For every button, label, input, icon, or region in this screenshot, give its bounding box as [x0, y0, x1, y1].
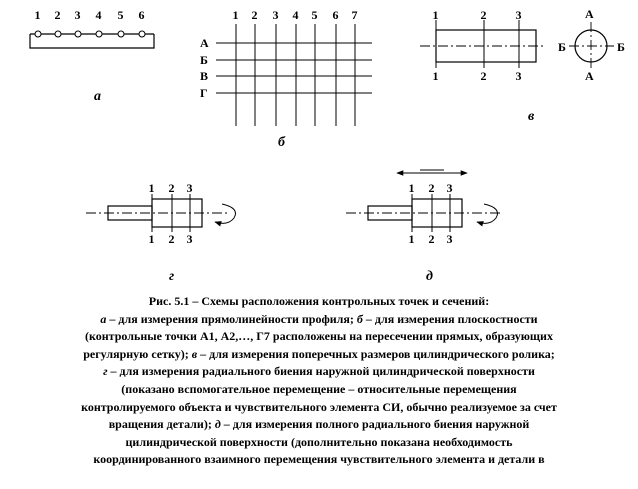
label-b: б	[278, 135, 285, 150]
section-label-top: 3	[515, 8, 522, 22]
section-label-bottom: 3	[446, 232, 453, 246]
grid-row-label: В	[200, 69, 209, 83]
caption-line-4	[8, 363, 630, 381]
grid-column-label: 4	[292, 8, 299, 22]
caption-line-2: (контрольные точки А1, А2,…, Г7 расположены на пересечении прямых, образующих	[85, 329, 553, 344]
section-label-top: 1	[432, 8, 439, 22]
caption-text-g: – для измерения радиального биения наружной цилиндрической поверхности	[107, 364, 535, 379]
end-label-right: Б	[617, 40, 625, 54]
label-a: а	[94, 89, 101, 104]
scheme-b	[200, 8, 372, 150]
scheme-d	[346, 170, 500, 284]
profile-bar	[30, 34, 154, 48]
end-label-left: Б	[558, 40, 566, 54]
section-label-bottom: 1	[148, 232, 155, 246]
point-label: 6	[138, 8, 145, 22]
label-g: г	[169, 269, 175, 284]
section-label-bottom: 2	[480, 69, 487, 83]
section-label-top: 2	[168, 181, 175, 195]
point-label: 5	[117, 8, 124, 22]
profile-point	[55, 31, 61, 37]
rotation-arrow-g	[215, 204, 236, 223]
grid-row-label: А	[200, 36, 209, 50]
section-label-top: 3	[446, 181, 453, 195]
section-label-bottom: 2	[168, 232, 175, 246]
section-label-bottom: 1	[408, 232, 415, 246]
point-label: 2	[54, 8, 61, 22]
grid-column-label: 6	[332, 8, 339, 22]
caption-line-8: цилиндрической поверхности (дополнительно показана необходимость	[125, 434, 513, 449]
section-label-top: 3	[186, 181, 193, 195]
grid-column-label: 7	[351, 8, 358, 22]
caption-title: Рис. 5.1 – Схемы расположения контрольных точек и сечений:	[148, 294, 490, 308]
profile-point	[35, 31, 41, 37]
caption-line-5: (показано вспомогательное перемещение – относительные перемещения	[121, 381, 517, 396]
grid-column-label: 1	[232, 8, 239, 22]
grid-column-label: 2	[251, 8, 258, 22]
scheme-a	[30, 8, 154, 104]
section-label-top: 2	[480, 8, 487, 22]
caption-item-d: д	[214, 417, 221, 432]
figure-caption	[8, 293, 630, 469]
caption-line-9: координированного взаимного перемещения чувствительного элемента и детали в	[93, 452, 545, 467]
caption-item-v: в	[191, 346, 198, 361]
section-label-top: 1	[148, 181, 155, 195]
caption-item-b: б	[356, 311, 363, 326]
caption-text-v: – для измерения поперечных размеров цилиндрического ролика;	[197, 346, 555, 361]
profile-point	[118, 31, 124, 37]
grid-column-label: 5	[311, 8, 318, 22]
caption-line-1	[8, 311, 630, 329]
caption-line-6: контролируемого объекта и чувствительного элемента СИ, обычно реализуемое за счет	[81, 399, 557, 414]
caption-text-b: – для измерения плоскостности	[362, 311, 538, 326]
caption-text-rotation: вращения детали);	[108, 417, 215, 432]
section-label-bottom: 1	[432, 69, 439, 83]
point-label: 4	[95, 8, 102, 22]
profile-point	[75, 31, 81, 37]
caption-item-a: а	[100, 311, 107, 326]
caption-text-grid: регулярную сетку);	[83, 346, 192, 361]
caption-text-d: – для измерения полного радиального биения наружной	[220, 417, 530, 432]
caption-item-g: г	[103, 364, 108, 379]
section-label-bottom: 3	[515, 69, 522, 83]
scheme-g	[86, 181, 236, 284]
caption-text-a: – для измерения прямолинейности профиля;	[106, 311, 357, 326]
section-label-top: 1	[408, 181, 415, 195]
section-label-top: 2	[428, 181, 435, 195]
point-label: 1	[34, 8, 41, 22]
section-label-bottom: 3	[186, 232, 193, 246]
scheme-v	[420, 7, 625, 124]
label-d: д	[426, 269, 433, 284]
grid-row-label: Г	[200, 86, 208, 100]
grid-row-label: Б	[200, 53, 208, 67]
rotation-arrow-d	[477, 204, 498, 223]
grid-column-label: 3	[272, 8, 279, 22]
label-v: в	[528, 109, 535, 124]
profile-point	[139, 31, 145, 37]
caption-line-3	[8, 346, 630, 364]
caption-line-7	[8, 416, 630, 434]
point-label: 3	[74, 8, 81, 22]
end-label-bottom: А	[585, 69, 594, 83]
profile-point	[96, 31, 102, 37]
end-label-top: А	[585, 7, 594, 21]
section-label-bottom: 2	[428, 232, 435, 246]
